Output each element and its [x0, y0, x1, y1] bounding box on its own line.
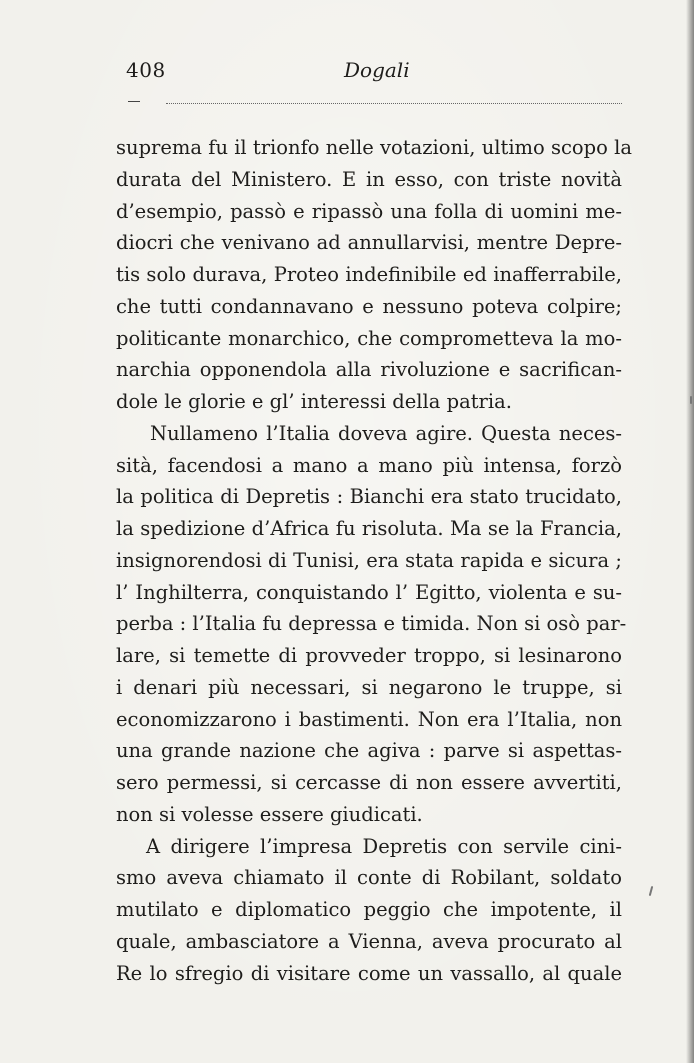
text-line: suprema fu il trionfo nelle votazioni, ultimo scopo la [116, 136, 632, 159]
text-line: insignorendosi di Tunisi, era stata rapida e sicura ; [116, 548, 622, 572]
text-line: Re lo sfregio di visitare come un vassallo, al quale [116, 961, 622, 985]
header-dash [128, 101, 140, 102]
text-line: perba : l’Italia fu depressa e timida. Non si osò par- [116, 612, 627, 636]
paragraph-start-line: Nullameno l’Italia doveva agire. Questa neces- [150, 421, 622, 445]
paragraph-start-line: A dirigere l’impresa Depretis con servile cini- [146, 834, 622, 858]
text-line: lare, si temette di provveder troppo, si lesinarono [116, 644, 622, 667]
page-header [122, 58, 622, 98]
text-line: la politica di Depretis : Bianchi era stato trucidato, [116, 485, 622, 509]
text-line: sità, facendosi a mano a mano più intensa, forzò [116, 453, 622, 477]
text-line: quale, ambasciatore a Vienna, aveva procurato al [116, 929, 622, 953]
text-line: una grande nazione che agiva : parve si aspettas- [116, 739, 622, 763]
text-line: politicante monarchico, che comprometteva la mo- [116, 326, 622, 350]
text-line: narchia opponendola alla rivoluzione e sacrifican- [116, 358, 622, 382]
paragraph-end-line: non si volesse essere giudicati. [116, 802, 423, 826]
text-line: d’esempio, passò e ripassò una folla di uomini me- [116, 199, 622, 223]
running-title: Dogali [344, 58, 410, 82]
page-edge-shadow [686, 0, 694, 1063]
text-line: che tutti condannavano e nessuno poteva colpire; [116, 294, 622, 318]
text-line: economizzarono i bastimenti. Non era l’Italia, non [116, 707, 622, 731]
body-text [116, 132, 632, 989]
margin-speck [690, 396, 692, 404]
text-line: durata del Ministero. E in esso, con triste novità [116, 167, 622, 191]
text-line: i denari più necessari, si negarono le truppe, si [116, 675, 622, 699]
margin-speck [649, 886, 654, 896]
page-number: 408 [126, 58, 166, 82]
text-line: tis solo durava, Proteo indefinibile ed inafferrabile, [116, 263, 622, 286]
text-line: smo aveva chiamato il conte di Robilant, soldato [116, 866, 622, 890]
header-dotted-rule [166, 103, 622, 104]
text-line: la spedizione d’Africa fu risoluta. Ma se la Francia, [116, 517, 622, 540]
text-line: l’ Inghilterra, conquistando l’ Egitto, violenta e su- [116, 580, 622, 604]
text-line: mutilato e diplomatico peggio che impotente, il [116, 898, 622, 921]
text-line: diocri che venivano ad annullarvisi, mentre Depre- [116, 231, 622, 255]
paragraph-end-line: dole le glorie e gl’ interessi della patria. [116, 390, 512, 413]
text-line: sero permessi, si cercasse di non essere avvertiti, [116, 771, 622, 794]
